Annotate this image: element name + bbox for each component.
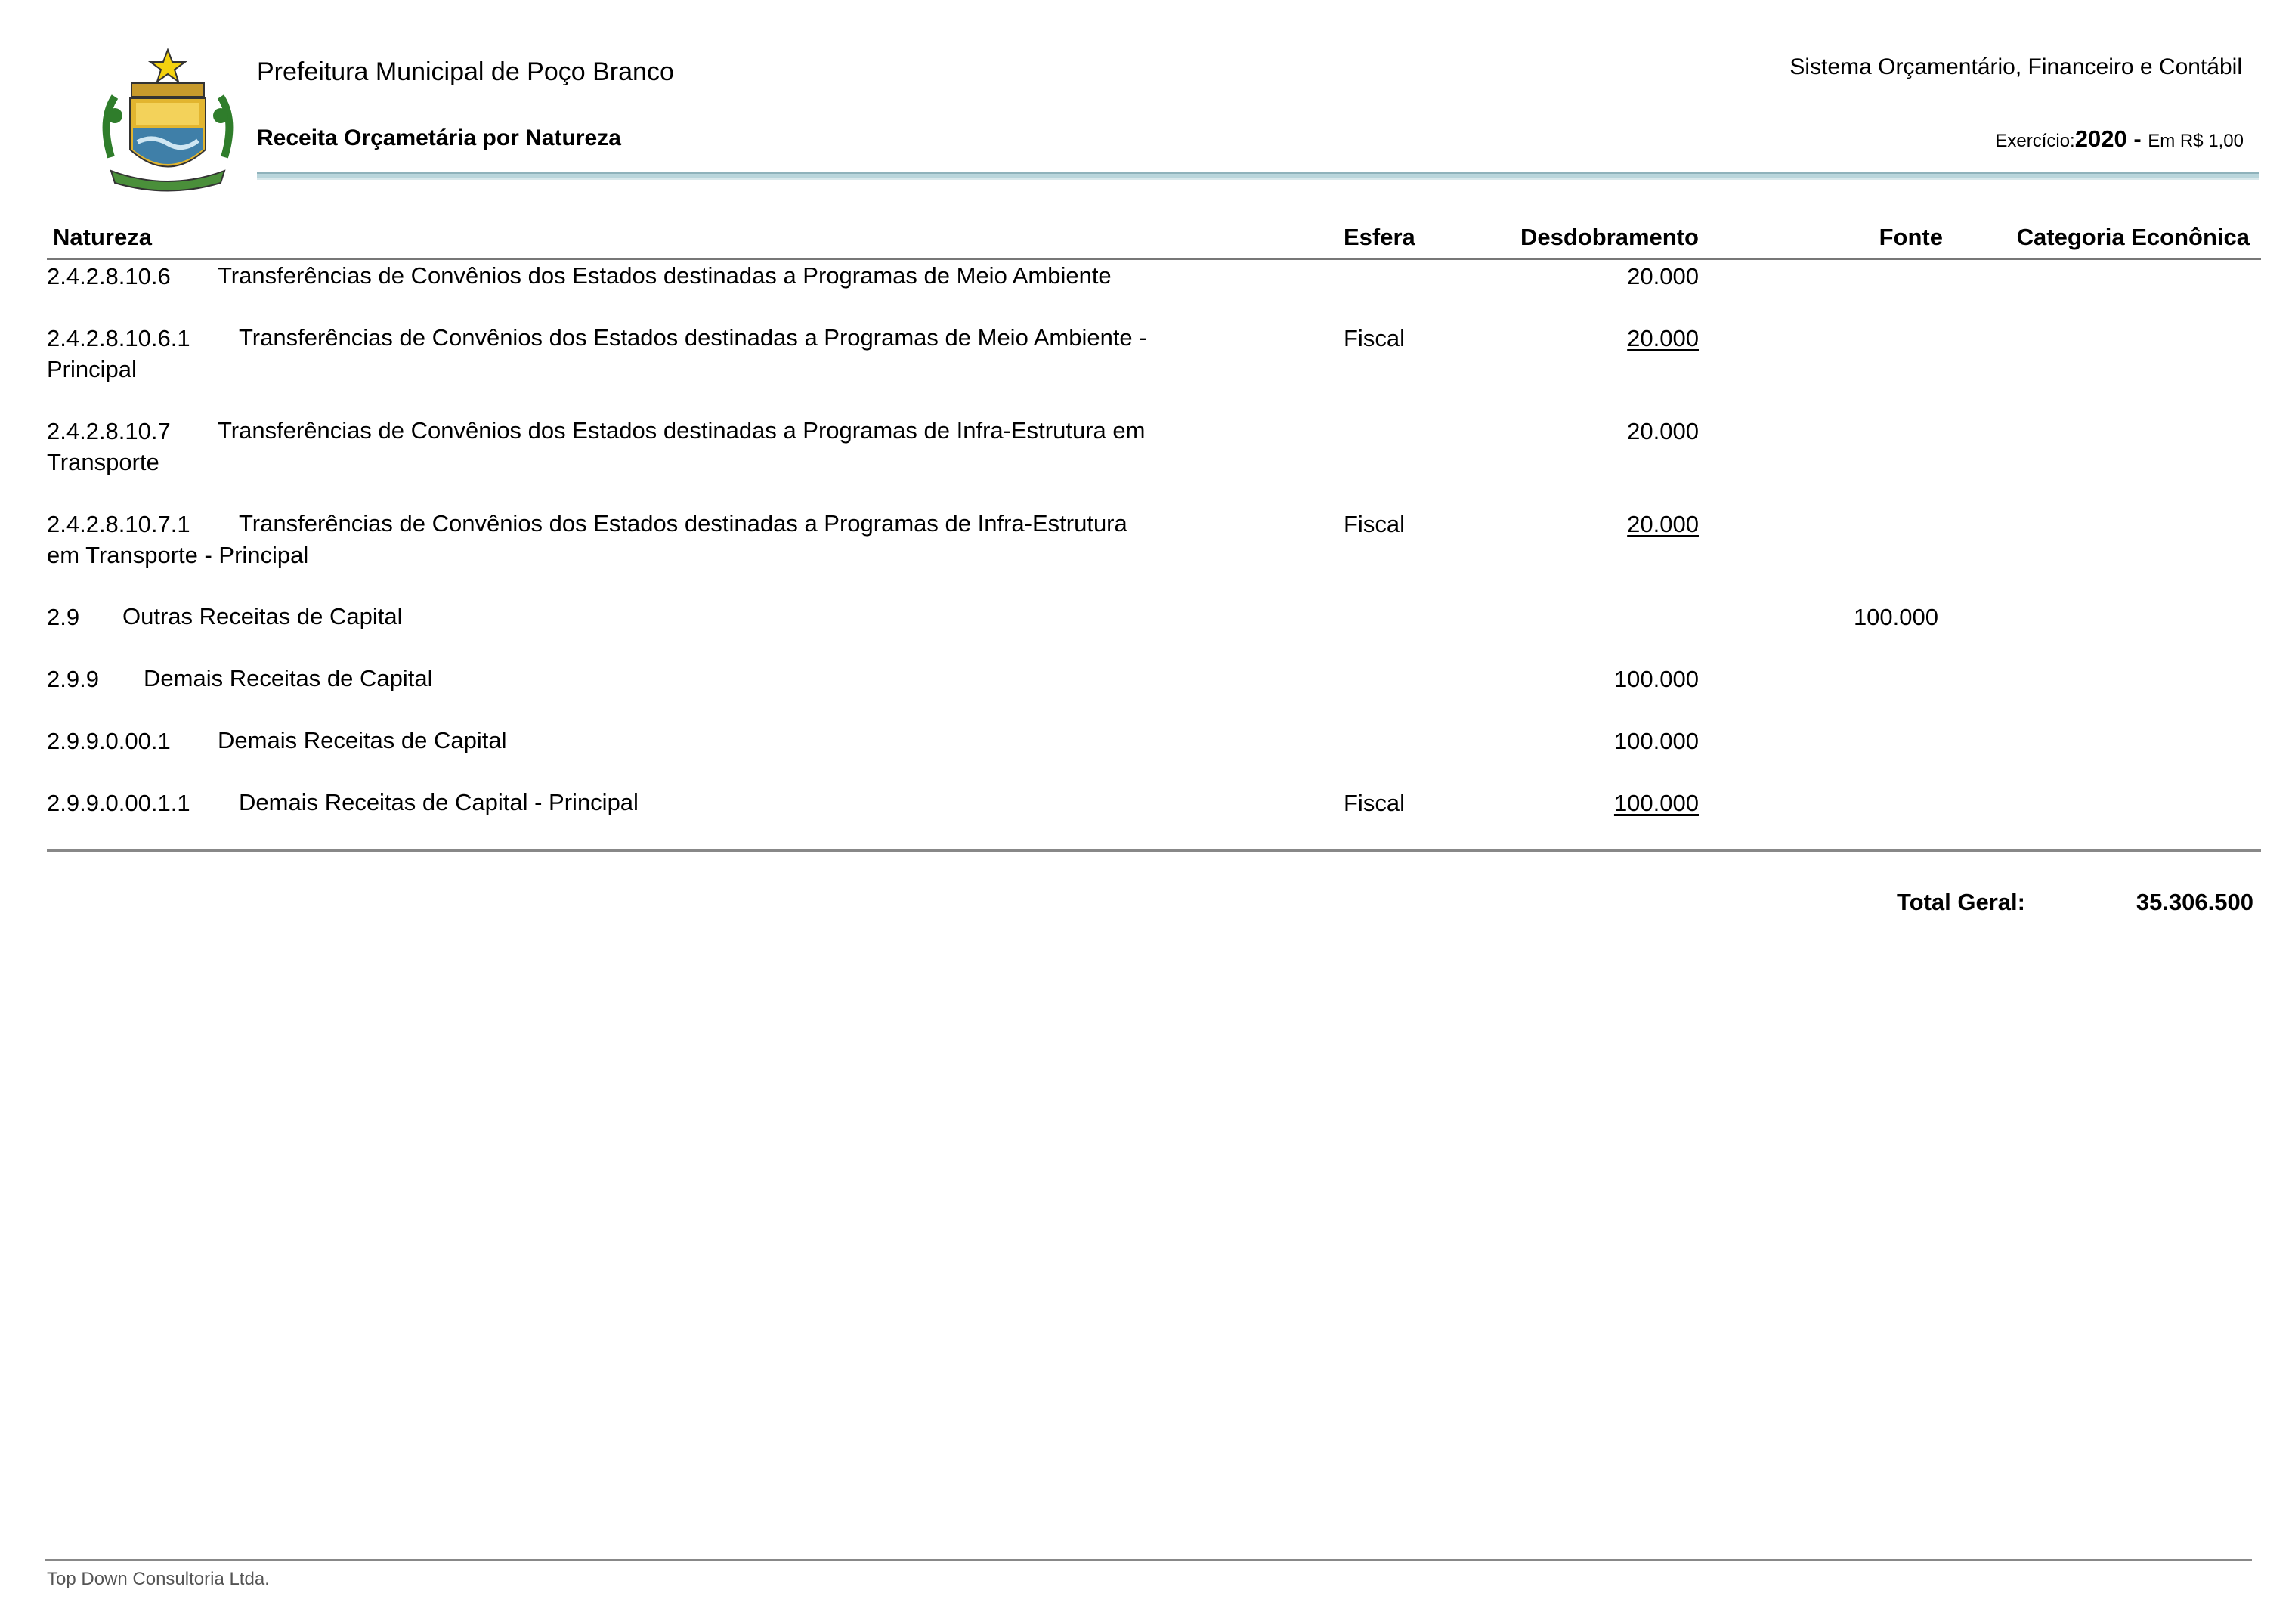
row-desdobramento: 20.000 bbox=[1627, 263, 1699, 289]
row-description: Transferências de Convênios dos Estados destinadas a Programas de Infra-Estrutura em bbox=[218, 417, 1146, 444]
column-header-desdobramento: Desdobramento bbox=[1520, 224, 1699, 250]
column-header-fonte: Fonte bbox=[1879, 224, 1943, 250]
row-description-continuation: Principal bbox=[47, 356, 137, 382]
row-code: 2.4.2.8.10.6.1 bbox=[47, 325, 190, 351]
footer-divider bbox=[45, 1559, 2252, 1561]
row-description: Demais Receitas de Capital bbox=[218, 727, 507, 753]
row-desdobramento: 100.000 bbox=[1613, 728, 1699, 754]
exercise-info bbox=[1995, 125, 2244, 153]
column-header-natureza: Natureza bbox=[53, 224, 152, 250]
row-description: Outras Receitas de Capital bbox=[122, 603, 403, 629]
row-esfera: Fiscal bbox=[1344, 325, 1405, 351]
row-code: 2.4.2.8.10.6 bbox=[47, 263, 171, 289]
header-divider bbox=[257, 172, 2259, 180]
row-description-continuation: em Transporte - Principal bbox=[47, 542, 309, 568]
row-desdobramento: 100.000 bbox=[1613, 790, 1699, 816]
report-title: Receita Orçametária por Natureza bbox=[257, 125, 621, 150]
row-desdobramento: 100.000 bbox=[1613, 666, 1699, 692]
row-esfera: Fiscal bbox=[1344, 511, 1405, 537]
row-description-continuation: Transporte bbox=[47, 449, 159, 475]
row-code: 2.9.9.0.00.1 bbox=[47, 728, 171, 754]
system-name: Sistema Orçamentário, Financeiro e Contábil bbox=[1789, 54, 2242, 79]
column-header-categoria-economica: Categoria Econônica bbox=[2016, 224, 2250, 250]
municipality-name: Prefeitura Municipal de Poço Branco bbox=[257, 57, 674, 86]
footer-company: Top Down Consultoria Ltda. bbox=[47, 1569, 270, 1589]
row-code: 2.4.2.8.10.7.1 bbox=[47, 511, 190, 537]
row-description: Transferências de Convênios dos Estados destinadas a Programas de Meio Ambiente - bbox=[239, 324, 1147, 351]
row-code: 2.4.2.8.10.7 bbox=[47, 418, 171, 444]
exercise-label: Exercício: bbox=[1995, 131, 2075, 151]
row-code: 2.9 bbox=[47, 604, 80, 630]
row-fonte: 100.000 bbox=[1853, 604, 1938, 630]
column-header-esfera: Esfera bbox=[1344, 224, 1415, 250]
row-description: Transferências de Convênios dos Estados destinadas a Programas de Infra-Estrutura bbox=[239, 510, 1127, 537]
row-description: Demais Receitas de Capital bbox=[144, 665, 433, 691]
row-desdobramento: 20.000 bbox=[1627, 418, 1699, 444]
row-code: 2.9.9 bbox=[47, 666, 99, 692]
exercise-year: 2020 bbox=[2074, 125, 2127, 152]
table-bottom-divider bbox=[47, 849, 2261, 852]
municipal-coat-of-arms-icon bbox=[85, 44, 251, 195]
total-value: 35.306.500 bbox=[2136, 889, 2253, 915]
row-description: Demais Receitas de Capital - Principal bbox=[239, 789, 639, 815]
row-desdobramento: 20.000 bbox=[1627, 511, 1699, 537]
row-description: Transferências de Convênios dos Estados destinadas a Programas de Meio Ambiente bbox=[218, 262, 1112, 289]
total-label: Total Geral: bbox=[1897, 889, 2025, 915]
row-code: 2.9.9.0.00.1.1 bbox=[47, 790, 190, 816]
currency-note: Em R$ 1,00 bbox=[2148, 131, 2244, 151]
exercise-separator: - bbox=[2126, 125, 2148, 152]
row-esfera: Fiscal bbox=[1344, 790, 1405, 816]
row-desdobramento: 20.000 bbox=[1627, 325, 1699, 351]
